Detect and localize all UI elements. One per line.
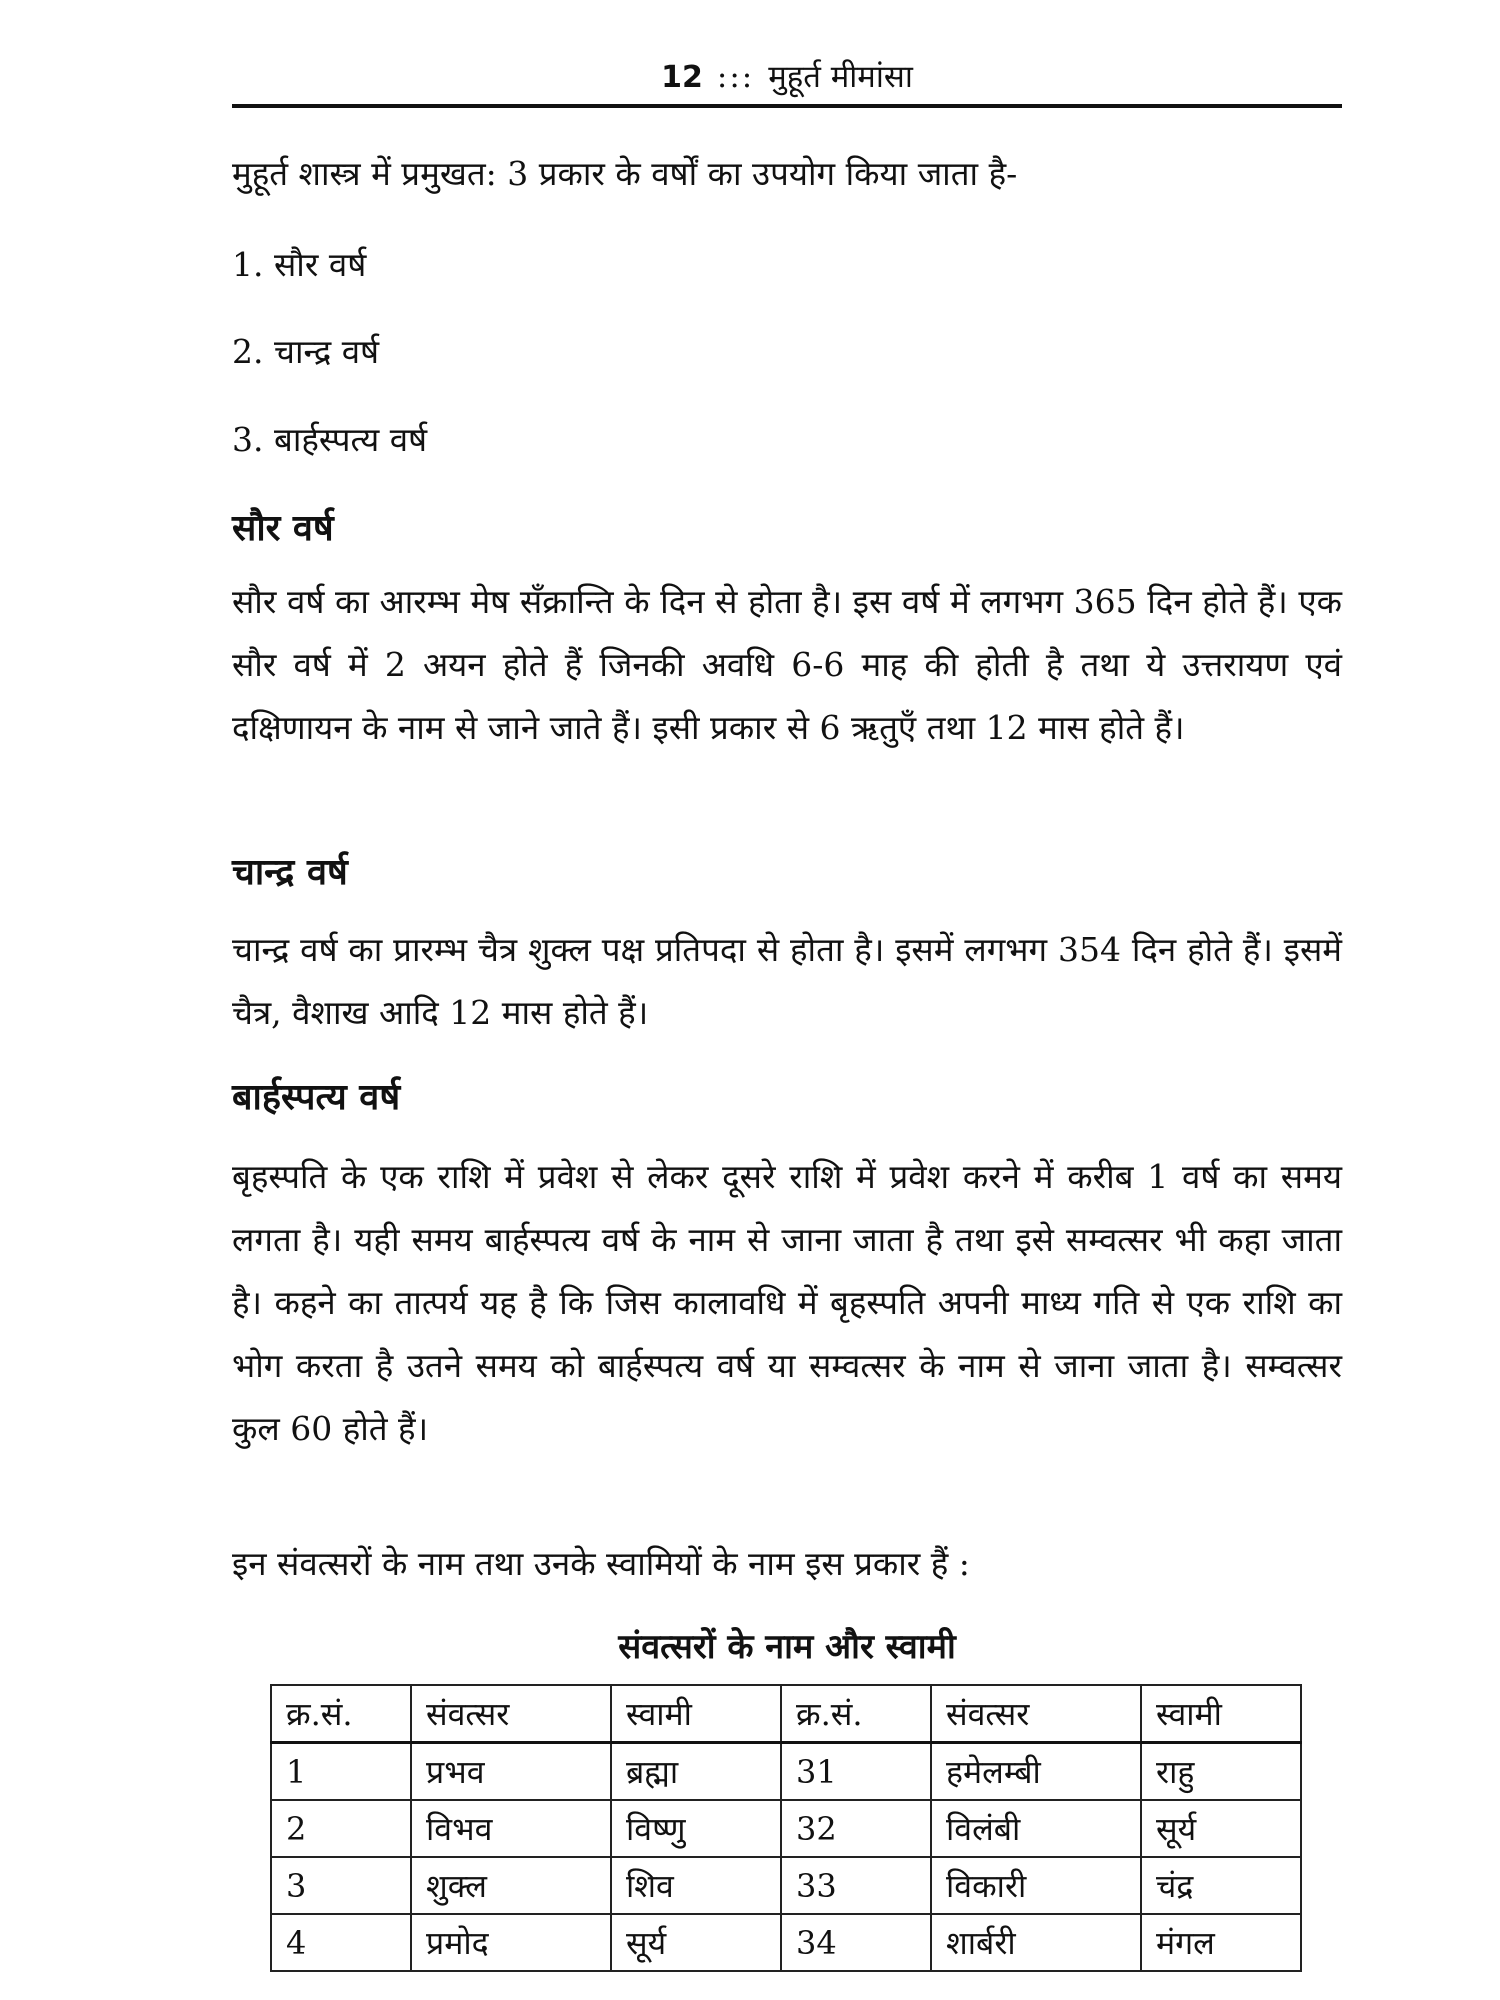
section-heading: चान्द्र वर्ष <box>232 852 348 893</box>
table-cell: मंगल <box>1141 1914 1301 1971</box>
section-solar-body <box>232 570 1342 759</box>
table-cell: प्रमोद <box>411 1914 611 1971</box>
table-cell: सूर्य <box>1141 1800 1301 1857</box>
table-intro-block <box>232 1532 1342 1595</box>
table-cell: 31 <box>781 1743 931 1801</box>
column-header: संवत्सर <box>931 1685 1141 1743</box>
table-cell: राहु <box>1141 1743 1301 1801</box>
column-header: क्र.सं. <box>781 1685 931 1743</box>
section-body: चान्द्र वर्ष का प्रारम्भ चैत्र शुक्ल पक्ष प्रतिपदा से होता है। इसमें लगभग 354 दिन होते हैं। इसमें चैत्र, वैशाख आदि 12 मास होते हैं। <box>232 930 1342 1032</box>
table-cell: सूर्य <box>611 1914 781 1971</box>
book-title: मुहूर्त मीमांसा <box>768 59 913 95</box>
header-separator: ::: <box>716 59 755 95</box>
list-item: 2. चान्द्र वर्ष <box>232 332 380 371</box>
year-types-list <box>232 243 1342 287</box>
year-types-list-3 <box>232 418 1342 462</box>
section-lunar-body <box>232 918 1342 1044</box>
column-header: स्वामी <box>1141 1685 1301 1743</box>
table-row <box>271 1914 1301 1971</box>
table-cell: 3 <box>271 1857 411 1914</box>
page-header <box>232 52 1342 103</box>
table-row <box>271 1743 1301 1801</box>
table-cell: 1 <box>271 1743 411 1801</box>
table-header-row <box>271 1685 1301 1743</box>
table-intro: इन संवत्सरों के नाम तथा उनके स्वामियों के नाम इस प्रकार हैं : <box>232 1544 970 1583</box>
table-cell: चंद्र <box>1141 1857 1301 1914</box>
section-heading: बार्हस्पत्य वर्ष <box>232 1077 401 1118</box>
section-body: सौर वर्ष का आरम्भ मेष सँक्रान्ति के दिन से होता है। इस वर्ष में लगभग 365 दिन होते हैं। एक सौर वर्ष में 2 अयन होते हैं जिनकी अवधि 6-6 माह की होती है तथा ये उत्तरायण एवं दक्षिणायन के नाम से जाने जाते हैं। इसी प्रकार से 6 ऋतुएँ तथा 12 मास होते हैं। <box>232 582 1342 747</box>
intro-block <box>232 142 1342 205</box>
column-header: स्वामी <box>611 1685 781 1743</box>
table-cell: 32 <box>781 1800 931 1857</box>
table-cell: शिव <box>611 1857 781 1914</box>
year-types-list-2 <box>232 330 1342 374</box>
section-jovian-body <box>232 1145 1342 1460</box>
table-cell: 4 <box>271 1914 411 1971</box>
table-cell: शुक्ल <box>411 1857 611 1914</box>
table-row <box>271 1800 1301 1857</box>
samvatsar-table <box>270 1684 1302 1972</box>
table-cell: 34 <box>781 1914 931 1971</box>
column-header: क्र.सं. <box>271 1685 411 1743</box>
table-title: संवत्सरों के नाम और स्वामी <box>618 1627 956 1667</box>
table-cell: हमेलम्बी <box>931 1743 1141 1801</box>
list-item: 3. बार्हस्पत्य वर्ष <box>232 420 428 459</box>
section-heading: सौर वर्ष <box>232 508 334 549</box>
section-jovian-year <box>232 1073 1342 1123</box>
table-cell: विकारी <box>931 1857 1141 1914</box>
table-cell: 33 <box>781 1857 931 1914</box>
column-header: संवत्सर <box>411 1685 611 1743</box>
header-rule <box>232 104 1342 108</box>
list-item: 1. सौर वर्ष <box>232 245 367 284</box>
section-solar-year <box>232 504 1342 554</box>
table-cell: विलंबी <box>931 1800 1141 1857</box>
table-cell: विभव <box>411 1800 611 1857</box>
page-number: 12 <box>661 60 703 95</box>
section-body: बृहस्पति के एक राशि में प्रवेश से लेकर दूसरे राशि में प्रवेश करने में करीब 1 वर्ष का समय लगता है। यही समय बार्हस्पत्य वर्ष के नाम से जाना जाता है तथा इसे सम्वत्सर भी कहा जाता है। कहने का तात्पर्य यह है कि जिस कालावधि में बृहस्पति अपनी माध्य गति से एक राशि का भोग करता है उतने समय को बार्हस्पत्य वर्ष या सम्वत्सर के नाम से जाना जाता है। सम्वत्सर कुल 60 होते हैं। <box>232 1157 1342 1448</box>
table-row <box>271 1857 1301 1914</box>
table-cell: 2 <box>271 1800 411 1857</box>
section-lunar-year <box>232 848 1342 898</box>
table-cell: ब्रह्मा <box>611 1743 781 1801</box>
table-cell: प्रभव <box>411 1743 611 1801</box>
table-cell: विष्णु <box>611 1800 781 1857</box>
table-cell: शार्बरी <box>931 1914 1141 1971</box>
intro-text: मुहूर्त शास्त्र में प्रमुखत: 3 प्रकार के वर्षों का उपयोग किया जाता है- <box>232 154 1018 193</box>
